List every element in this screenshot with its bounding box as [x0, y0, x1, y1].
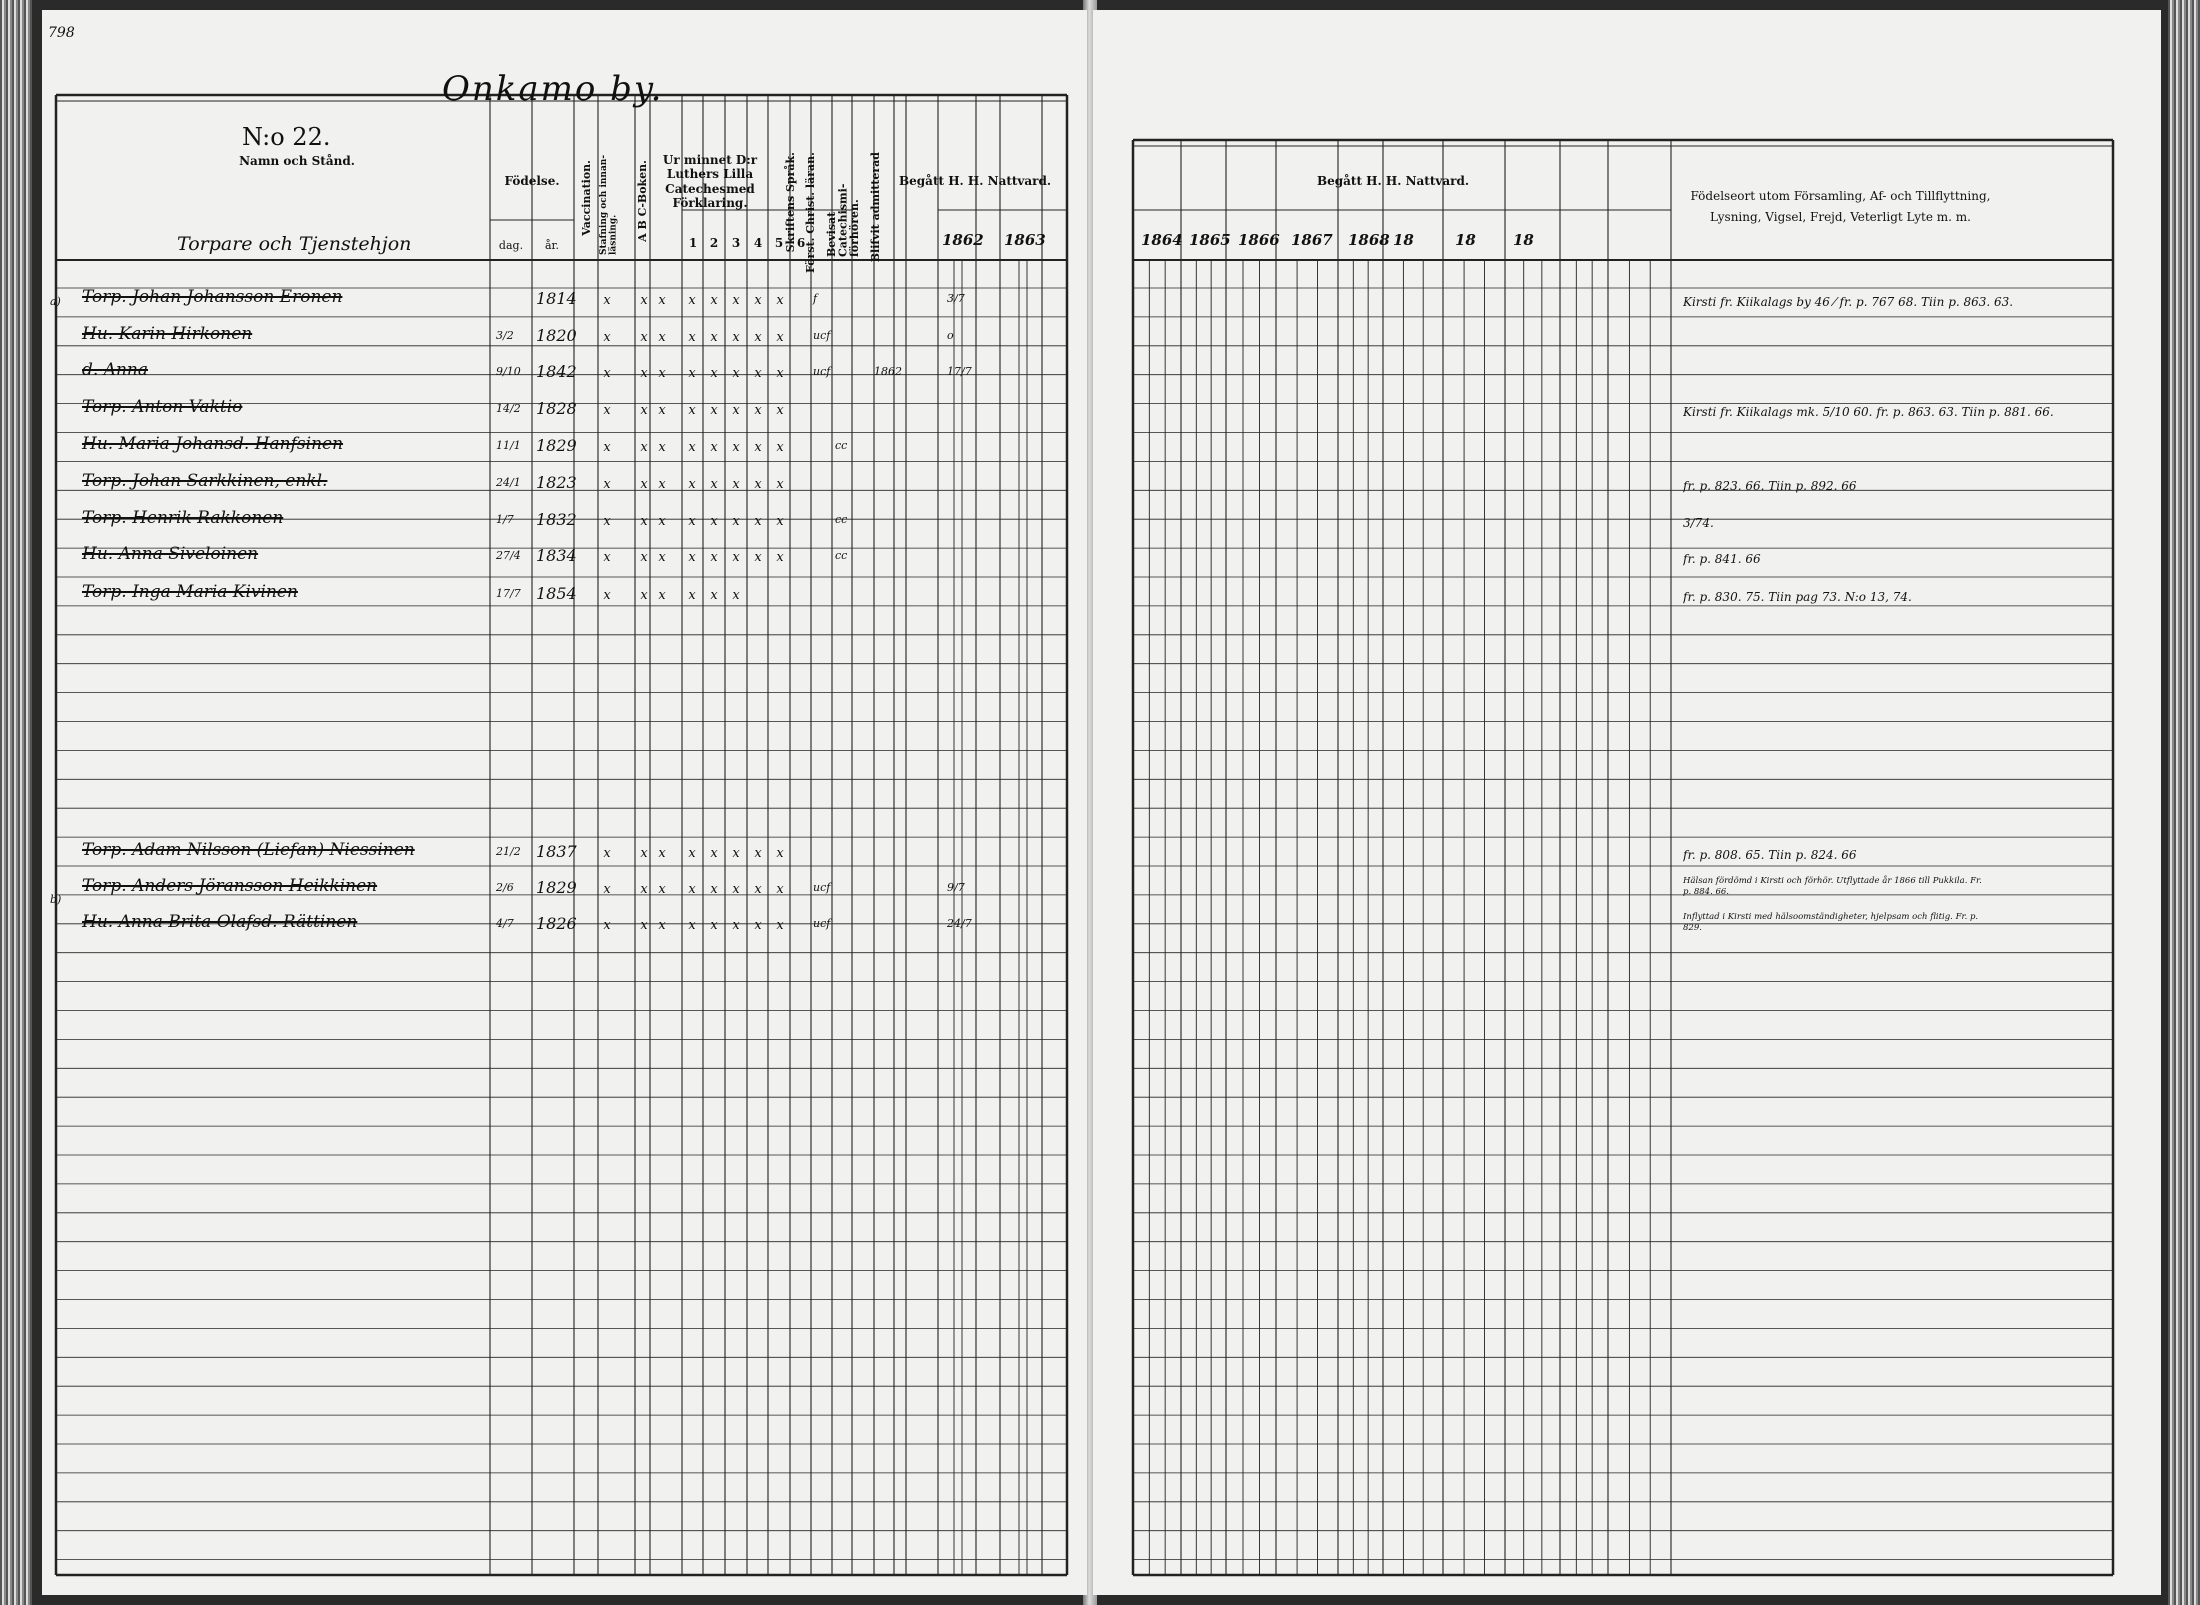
reading-mark: x [754, 440, 762, 455]
reading-mark: x [658, 846, 666, 861]
bevisat-mark: cc [835, 513, 848, 526]
reading-mark: x [732, 514, 740, 529]
reading-mark: x [640, 588, 648, 603]
person-name: Hu. Anna Brita Olafsd. Rättinen [82, 912, 358, 932]
reading-mark: x [710, 918, 718, 933]
birth-day: 27/4 [496, 549, 521, 562]
reading-mark: x [658, 918, 666, 933]
reading-mark: x [710, 514, 718, 529]
reading-mark: x [640, 514, 648, 529]
birth-year: 1837 [536, 842, 577, 861]
margin-mark-a: a) [50, 295, 61, 308]
nattvard-year: 18 [1455, 231, 1476, 249]
reading-mark: x [658, 588, 666, 603]
begatt-header-left: Begått H. H. Nattvard. [899, 174, 1052, 188]
reading-mark: x [688, 918, 696, 933]
skriftens-mark: f [813, 292, 818, 305]
reading-mark: x [710, 882, 718, 897]
birth-day: 1/7 [496, 513, 514, 526]
reading-mark: x [640, 882, 648, 897]
birth-year: 1854 [536, 584, 577, 603]
reading-mark: x [688, 846, 696, 861]
vaccination-header: Vaccination. [580, 160, 593, 236]
person-name: Torp. Adam Nilsson (Liefan) Niessinen [82, 840, 415, 860]
reading-mark: x [603, 550, 611, 565]
reading-mark: x [732, 330, 740, 345]
skriftens-header: Skriftens Språk. [784, 152, 797, 253]
reading-mark: x [732, 846, 740, 861]
remark-text: Inflyttad i Kirsti med hälsoomständigheter, hjelpsam och flitig. Fr. p. 829. [1683, 912, 1979, 933]
birth-year: 1820 [536, 326, 577, 345]
person-name: Torp. Inga Maria Kivinen [82, 582, 298, 602]
reading-mark: x [732, 403, 740, 418]
book-edge-left [0, 0, 32, 1605]
bevisat-header: Bevisat Catechismi-förhören. [825, 183, 862, 257]
reading-mark: x [603, 588, 611, 603]
reading-mark: x [710, 477, 718, 492]
nattvard-year: 1865 [1189, 231, 1231, 249]
remark-text: Hälsan fördömd i Kirsti och förhör. Utflyttade år 1866 till Pukkila. Fr. p. 884. 66. [1683, 876, 1982, 897]
reading-mark: x [710, 588, 718, 603]
reading-mark: x [776, 477, 784, 492]
reading-mark: x [688, 366, 696, 381]
reading-mark: x [776, 514, 784, 529]
nattvard-year: 1864 [1141, 231, 1183, 249]
ar-header: år. [544, 239, 560, 252]
birth-day: 9/10 [496, 365, 521, 378]
reading-mark: x [640, 366, 648, 381]
reading-mark: x [603, 918, 611, 933]
reading-mark: x [710, 293, 718, 308]
reading-mark: x [603, 514, 611, 529]
nattvard-year: 1866 [1238, 231, 1280, 249]
reading-mark: x [688, 514, 696, 529]
nattvard-date: o [947, 329, 954, 342]
birth-year: 1814 [536, 289, 577, 308]
birth-day: 21/2 [496, 845, 521, 858]
reading-mark: x [776, 330, 784, 345]
reading-mark: x [732, 440, 740, 455]
reading-mark: x [603, 882, 611, 897]
dag-header: dag. [498, 239, 524, 252]
margin-mark-b: b) [50, 893, 62, 906]
folio-number: 798 [48, 25, 75, 41]
remark-text: fr. p. 830. 75. Tiin pag 73. N:o 13, 74. [1683, 590, 1912, 604]
right-page [1093, 10, 2161, 1595]
person-name: Torp. Anton Vaktio [82, 397, 243, 417]
reading-mark: x [658, 366, 666, 381]
birth-year: 1829 [536, 436, 577, 455]
catechism-number: 1 [688, 236, 698, 250]
remark-text: Kirsti fr. Kiikalags mk. 5/10 60. fr. p. 863. 63. Tiin p. 881. 66. [1683, 405, 2054, 419]
nattvard-date: 3/7 [947, 292, 965, 305]
reading-mark: x [658, 477, 666, 492]
book-edge-right [2168, 0, 2200, 1605]
nattvard-year: 18 [1513, 231, 1534, 249]
abc-header: A B C-Boken. [636, 160, 649, 242]
fodelse-header: Födelse. [504, 174, 560, 188]
reading-mark: x [603, 477, 611, 492]
reading-mark: x [658, 440, 666, 455]
reading-mark: x [776, 882, 784, 897]
person-name: Torp. Johan Sarkkinen, enkl. [82, 471, 328, 491]
stafning-header: Stafning och innan-läsning. [599, 154, 619, 255]
reading-mark: x [640, 330, 648, 345]
nattvard-year: 18 [1393, 231, 1414, 249]
reading-mark: x [640, 550, 648, 565]
birth-day: 2/6 [496, 881, 514, 894]
reading-mark: x [710, 440, 718, 455]
birth-day: 17/7 [496, 587, 521, 600]
reading-mark: x [603, 403, 611, 418]
reading-mark: x [710, 550, 718, 565]
reading-mark: x [688, 293, 696, 308]
nattvard-year: 1863 [1004, 231, 1046, 249]
forst-christ-header: Först. Christ. läran. [804, 152, 817, 273]
nattvard-year: 1868 [1348, 231, 1390, 249]
reading-mark: x [754, 293, 762, 308]
birth-day: 14/2 [496, 402, 521, 415]
catechism-number: 4 [753, 236, 763, 250]
admitted-year: 1862 [874, 365, 902, 378]
reading-mark: x [658, 403, 666, 418]
birth-year: 1823 [536, 473, 577, 492]
reading-mark: x [732, 293, 740, 308]
reading-mark: x [688, 588, 696, 603]
nattvard-year: 1867 [1291, 231, 1333, 249]
reading-mark: x [776, 366, 784, 381]
reading-mark: x [603, 440, 611, 455]
name-header: Namn och Stånd. [239, 154, 355, 168]
remark-text: 3/74. [1683, 516, 1714, 530]
reading-mark: x [776, 918, 784, 933]
reading-mark: x [603, 366, 611, 381]
catechism-number: 6 [796, 236, 806, 250]
birth-year: 1828 [536, 399, 577, 418]
reading-mark: x [776, 440, 784, 455]
reading-mark: x [754, 550, 762, 565]
nattvard-date: 9/7 [947, 881, 965, 894]
reading-mark: x [640, 846, 648, 861]
reading-mark: x [710, 403, 718, 418]
catechism-number: 2 [709, 236, 719, 250]
nattvard-year: 1862 [942, 231, 984, 249]
reading-mark: x [732, 366, 740, 381]
person-name: d. Anna [82, 360, 148, 380]
reading-mark: x [658, 293, 666, 308]
reading-mark: x [754, 514, 762, 529]
person-name: Torp. Anders Jöransson Heikkinen [82, 876, 378, 896]
reading-mark: x [658, 514, 666, 529]
reading-mark: x [754, 477, 762, 492]
reading-mark: x [603, 846, 611, 861]
reading-mark: x [688, 882, 696, 897]
fodelseort-header: Födelseort utom Församling, Af- och Tillflyttning, Lysning, Vigsel, Frejd, Veterligt Lyte m. m. [1690, 189, 1991, 224]
reading-mark: x [603, 330, 611, 345]
remark-text: Kirsti fr. Kiikalags by 46 ⁄ fr. p. 767 68. Tiin p. 863. 63. [1683, 295, 2014, 309]
birth-year: 1842 [536, 362, 577, 381]
reading-mark: x [754, 403, 762, 418]
reading-mark: x [640, 477, 648, 492]
catechism-number: 3 [731, 236, 741, 250]
nattvard-date: 17/7 [947, 365, 972, 378]
remark-text: fr. p. 823. 66. Tiin p. 892. 66 [1683, 479, 1857, 493]
skriftens-mark: ucf [813, 329, 831, 342]
nattvard-date: 24/7 [947, 917, 972, 930]
reading-mark: x [688, 403, 696, 418]
village-title: Onkamo by. [442, 69, 664, 109]
reading-mark: x [710, 330, 718, 345]
person-name: Hu. Karin Hirkonen [82, 324, 253, 344]
household-number: N:o 22. [242, 123, 331, 151]
person-name: Hu. Anna Siveloinen [82, 544, 259, 564]
reading-mark: x [658, 550, 666, 565]
bevisat-mark: cc [835, 549, 848, 562]
reading-mark: x [658, 882, 666, 897]
catechism-number: 5 [774, 236, 784, 250]
reading-mark: x [688, 477, 696, 492]
birth-year: 1829 [536, 878, 577, 897]
reading-mark: x [640, 440, 648, 455]
reading-mark: x [776, 403, 784, 418]
reading-mark: x [732, 918, 740, 933]
person-name: Torp. Henrik Rakkonen [82, 508, 284, 528]
reading-mark: x [603, 293, 611, 308]
reading-mark: x [754, 882, 762, 897]
reading-mark: x [776, 846, 784, 861]
reading-mark: x [658, 330, 666, 345]
reading-mark: x [754, 330, 762, 345]
reading-mark: x [732, 588, 740, 603]
reading-mark: x [710, 366, 718, 381]
skriftens-mark: ucf [813, 365, 831, 378]
reading-mark: x [754, 846, 762, 861]
reading-mark: x [688, 440, 696, 455]
person-name: Hu. Maria Johansd. Hanfsinen [82, 434, 344, 454]
bevisat-mark: cc [835, 439, 848, 452]
birth-day: 11/1 [496, 439, 521, 452]
reading-mark: x [776, 293, 784, 308]
reading-mark: x [754, 918, 762, 933]
skriftens-mark: ucf [813, 917, 831, 930]
reading-mark: x [640, 918, 648, 933]
remark-text: fr. p. 808. 65. Tiin p. 824. 66 [1683, 848, 1857, 862]
blifvit-header: Blifvit admitterad [869, 152, 882, 263]
reading-mark: x [732, 882, 740, 897]
household-status: Torpare och Tjenstehjon [177, 233, 412, 255]
ur-minnet-header: Ur minnet D:r Luthers Lilla Catechesmed Förklaring. [662, 153, 758, 211]
reading-mark: x [732, 550, 740, 565]
reading-mark: x [640, 293, 648, 308]
reading-mark: x [688, 550, 696, 565]
reading-mark: x [640, 403, 648, 418]
birth-day: 3/2 [496, 329, 514, 342]
left-page [42, 10, 1087, 1595]
skriftens-mark: ucf [813, 881, 831, 894]
reading-mark: x [732, 477, 740, 492]
begatt-header-right: Begått H. H. Nattvard. [1316, 174, 1470, 188]
birth-year: 1834 [536, 546, 577, 565]
remark-text: fr. p. 841. 66 [1683, 552, 1761, 566]
person-name: Torp. Johan Johansson Eronen [82, 287, 343, 307]
birth-day: 4/7 [496, 917, 514, 930]
birth-year: 1826 [536, 914, 577, 933]
reading-mark: x [710, 846, 718, 861]
reading-mark: x [754, 366, 762, 381]
birth-year: 1832 [536, 510, 577, 529]
reading-mark: x [776, 550, 784, 565]
birth-day: 24/1 [496, 476, 521, 489]
reading-mark: x [688, 330, 696, 345]
